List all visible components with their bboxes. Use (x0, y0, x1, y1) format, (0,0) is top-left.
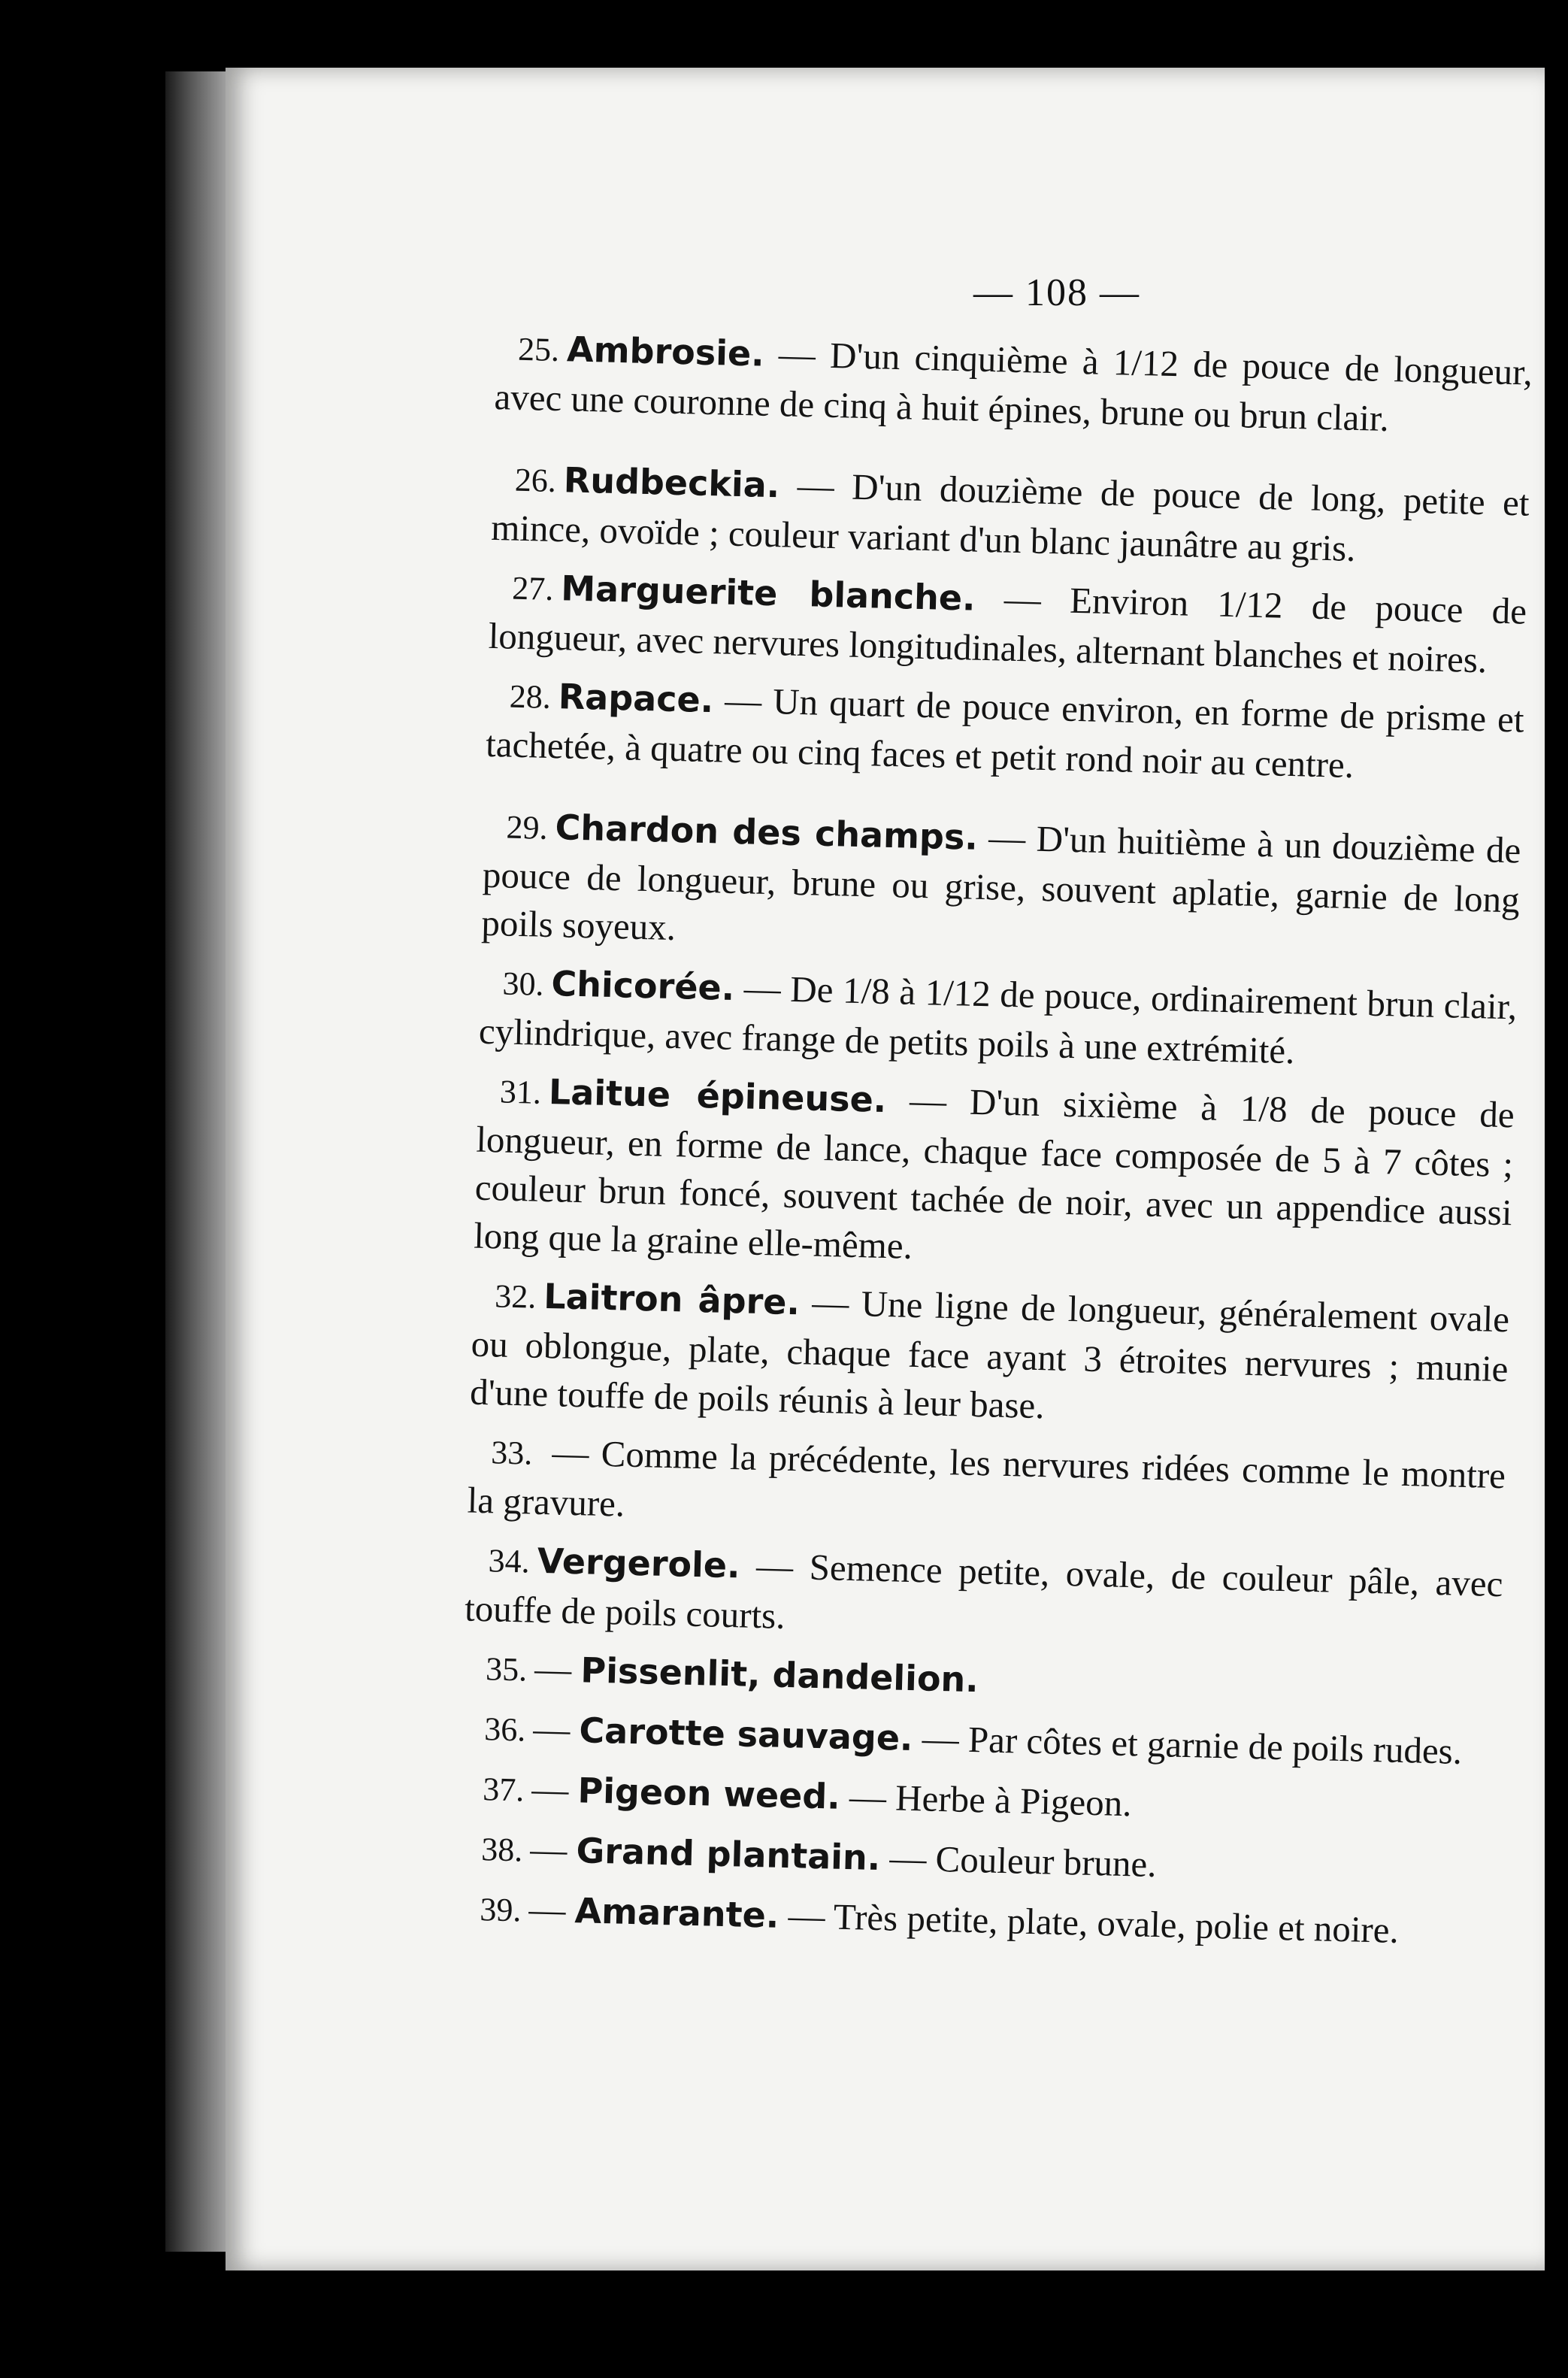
entry-term: Laitue épineuse. (548, 1071, 887, 1120)
entry-text: — D'un sixième à 1/8 de pouce de longueur, en forme de lance, chaque face composée de 5 à 7 côtes ; couleur brun foncé, souvent tachée de noir, avec un appendice aussi long que la graine elle-même. (473, 1079, 1515, 1267)
entry-number: 39. (479, 1891, 522, 1929)
entry-text: — D'un cinquième à 1/12 de pouce de longueur, avec une couronne de cinq à huit épines, brune ou brun clair. (493, 332, 1533, 440)
entry-number: 36. (483, 1710, 526, 1749)
entry-term: Laitron âpre. (543, 1275, 801, 1323)
entry-term: Amarante. (574, 1890, 779, 1936)
entry-32 (469, 1271, 1509, 1442)
entry-29 (481, 801, 1521, 973)
entry-36: 36. — Carotte sauvage. — Par côtes et garnie de poils rudes. (483, 1707, 1463, 1772)
entry-text: — Couleur brune. (879, 1837, 1158, 1886)
entry-term: Ambrosie. (566, 329, 765, 374)
entry-37: 37. — Pigeon weed. — Herbe à Pigeon. (482, 1768, 1133, 1825)
entry-term: Rapace. (558, 676, 714, 721)
entry-number: 32. (494, 1277, 537, 1316)
entry-39: 39. — Amarante. — Très petite, plate, ovale, polie et noire. (479, 1888, 1400, 1951)
entry-number: 33. (490, 1434, 533, 1472)
entry-35: 35. — Pissenlit, dandelion. (485, 1647, 979, 1701)
entry-number: 35. (485, 1650, 528, 1689)
entry-term: Chicorée. (550, 963, 735, 1009)
entry-term: Pigeon weed. (577, 1770, 841, 1817)
entry-number: 28. (509, 677, 552, 716)
entry-30 (478, 958, 1518, 1081)
entry-term: Vergerole. (537, 1540, 741, 1586)
entry-text: — Très petite, plate, ovale, polie et noire. (778, 1894, 1400, 1951)
entry-text: — Semence petite, ovale, de couleur pâle, avec touffe de poils courts. (464, 1544, 1504, 1637)
entry-text: — Une ligne de longueur, généralement ovale ou oblongue, plate, chaque face ayant 3 étroites nervures ; munie d'une touffe de poils réunis à leur base. (469, 1281, 1510, 1427)
entry-31 (474, 1066, 1515, 1286)
page-number: — 108 — (973, 271, 1140, 314)
entry-term: Carotte sauvage. (578, 1710, 914, 1759)
entry-33 (467, 1427, 1506, 1550)
entry-28 (486, 671, 1525, 794)
entry-term: Chardon des champs. (554, 807, 979, 858)
entry-term: Pissenlit, dandelion. (580, 1649, 979, 1701)
entry-38: 38. — Grand plantain. — Couleur brune. (480, 1828, 1158, 1886)
entry-number: 27. (511, 569, 554, 607)
entry-26 (491, 454, 1530, 577)
entry-number: 25. (517, 330, 560, 369)
entry-text: — Herbe à Pigeon. (840, 1775, 1133, 1825)
entry-term: Marguerite blanche. (560, 568, 976, 619)
entry-term: Rudbeckia. (563, 459, 780, 506)
entry-number: 29. (506, 808, 549, 847)
entry-text: — D'un douzième de pouce de long, petite et mince, ovoïde ; couleur variant d'un blanc jaunâtre au gris. (490, 464, 1530, 570)
entry-text: — Environ 1/12 de pouce de longueur, avec nervures longitudinales, alternant blanches et noires. (488, 577, 1527, 681)
entry-27 (488, 562, 1527, 686)
entry-number: 30. (501, 965, 545, 1003)
entry-text: — Un quart de pouce environ, en forme de prisme et tachetée, à quatre ou cinq faces et petit rond noir au centre. (485, 679, 1525, 786)
entry-text: — D'un huitième à un douzième de pouce de longueur, brune ou grise, souvent aplatie, garnie de long poils soyeux. (480, 816, 1521, 949)
entry-number: 37. (482, 1771, 525, 1809)
entry-text: — Comme la précédente, les nervures ridées comme le montre la gravure. (467, 1431, 1506, 1525)
entry-34 (464, 1535, 1503, 1659)
entry-number: 34. (488, 1542, 531, 1580)
entry-text: — De 1/8 à 1/12 de pouce, ordinairement brun clair, cylindrique, avec frange de petits poils à une extrémité. (478, 967, 1518, 1072)
entry-number: 38. (480, 1831, 523, 1869)
entry-list (456, 323, 1533, 1969)
entry-term: Grand plantain. (575, 1830, 881, 1879)
entry-number: 31. (499, 1073, 542, 1111)
entry-text: — Par côtes et garnie de poils rudes. (912, 1717, 1463, 1772)
entry-number: 26. (514, 461, 557, 500)
